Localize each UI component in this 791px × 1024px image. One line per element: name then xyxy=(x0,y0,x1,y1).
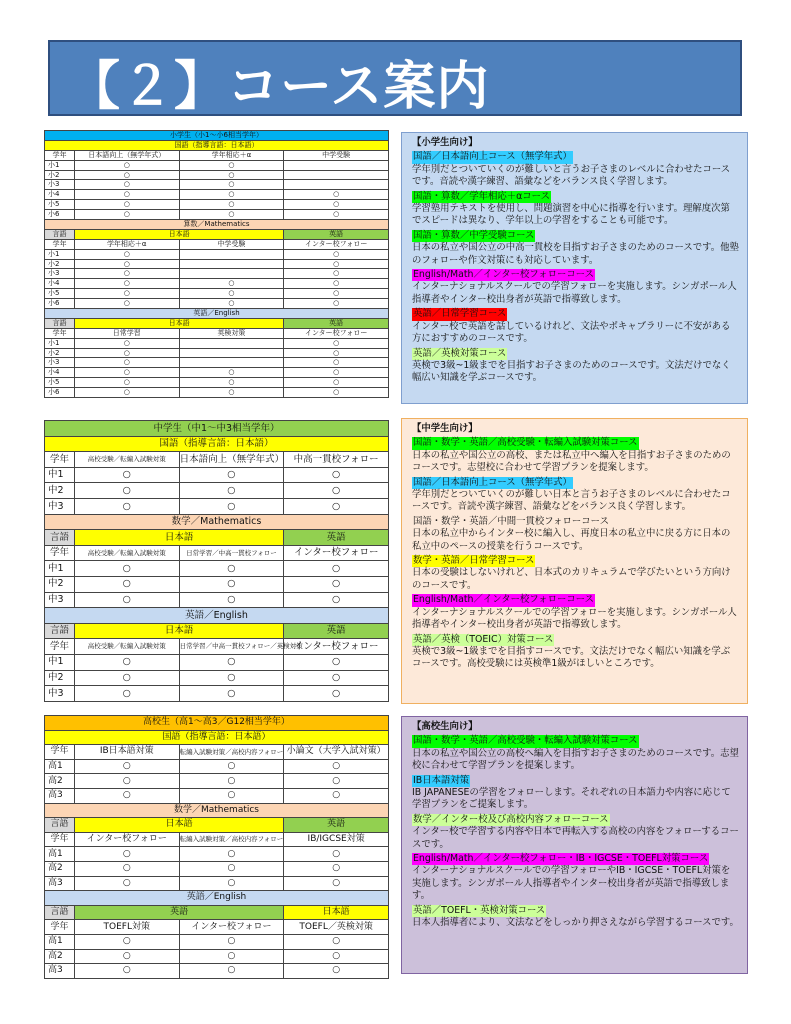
panel-heading: 【中学生向け】 xyxy=(412,423,478,434)
grade-cell: 小4 xyxy=(45,190,75,200)
middle-course-panel xyxy=(401,418,748,704)
course-description: 日本の私立や国公立の中高一貫校を目指すお子さまのためのコースです。他塾のフォローや作文対策にも対応しています。 xyxy=(412,242,739,266)
available-mark xyxy=(74,210,179,220)
course-column-header: 学年相応＋α xyxy=(74,239,179,249)
course-column-header: 日常学習／中高一貫校フォロー xyxy=(179,545,284,561)
language-left: 日本語 xyxy=(74,623,283,639)
course-description: 日本の私立中からインター校に編入し、再度日本の私立中に戻る方に日本の私立中のペースの授業を行うコースです。 xyxy=(412,528,731,552)
course-description: 日本の私立や国公立の高校へ編入を目指すお子さまのためのコースです。志望校に合わせて学習プランを提案します。 xyxy=(412,747,739,772)
available-mark xyxy=(74,200,179,210)
course-column-header: TOEFL／英検対策 xyxy=(284,920,389,935)
available-mark xyxy=(284,338,389,348)
grade-cell: 中3 xyxy=(45,592,75,608)
language-right: 英語 xyxy=(284,229,389,239)
available-mark xyxy=(74,160,179,170)
available-mark xyxy=(284,368,389,378)
course-column-header: IB日本語対策 xyxy=(74,745,179,760)
available-mark xyxy=(284,934,389,949)
grade-cell: 高1 xyxy=(45,759,75,774)
grade-cell: 小6 xyxy=(45,388,75,398)
course-description: 英検で3級~1級までを目指すコースです。文法だけでなく幅広い知識を学ぶコースです。高校受験には英検準1級がほしいところです。 xyxy=(412,645,731,670)
table-title: 高校生（高1～高3／G12相当学年） xyxy=(45,716,389,731)
grade-cell: 小4 xyxy=(45,279,75,289)
available-mark xyxy=(179,368,284,378)
elementary-course-panel xyxy=(401,132,748,404)
available-mark xyxy=(74,592,179,608)
course-name: 数学／インター校及び高校内容フォローコース xyxy=(413,813,609,825)
available-mark xyxy=(179,299,284,309)
available-mark xyxy=(179,949,284,964)
course-description: インター校で英語を話しているけれど、文法やボキャブラリーに不安がある方におすすめのコースです。 xyxy=(412,320,731,345)
available-mark xyxy=(74,774,179,789)
course-description: 学習塾用テキストを使用し、問題演習を中心に指導を行います。理解度次第でスピードは異なり、学年以上の学習をすることも可能です。 xyxy=(412,203,730,227)
available-mark xyxy=(284,289,389,299)
course-name: 英語／TOEFL・英検対策コース xyxy=(413,904,546,916)
table-row xyxy=(45,378,389,388)
empty-cell xyxy=(284,170,389,180)
available-mark xyxy=(284,467,389,483)
available-mark xyxy=(284,654,389,670)
empty-cell xyxy=(284,160,389,170)
course-name: English/Math／インター校フォローコース xyxy=(413,269,595,281)
available-mark xyxy=(74,759,179,774)
course-column-header: 高校受験／転編入試験対策 xyxy=(74,639,179,655)
available-mark xyxy=(74,358,179,368)
available-mark xyxy=(284,210,389,220)
available-mark xyxy=(284,299,389,309)
empty-cell xyxy=(179,358,284,368)
available-mark xyxy=(179,210,284,220)
course-description: 英検で3級~1級までを目指すお子さまのためのコースです。文法だけでなく幅広い知識を学ぶコースです。 xyxy=(412,359,731,384)
course-column-header: 高校受験／転編入試験対策 xyxy=(74,452,179,468)
table-row xyxy=(45,338,389,348)
table-row xyxy=(45,170,389,180)
empty-cell xyxy=(179,338,284,348)
available-mark xyxy=(284,861,389,876)
available-mark xyxy=(284,269,389,279)
available-mark xyxy=(179,934,284,949)
available-mark xyxy=(179,483,284,499)
grade-cell: 中2 xyxy=(45,576,75,592)
grade-cell: 高1 xyxy=(45,934,75,949)
course-name: 国語・数学・英語／高校受験・転編入試験対策コース xyxy=(413,735,638,747)
available-mark xyxy=(179,876,284,891)
course-name: 国語／日本語向上コース（無学年式） xyxy=(413,476,572,488)
table-row xyxy=(45,949,389,964)
table-row xyxy=(45,498,389,514)
available-mark xyxy=(74,576,179,592)
available-mark xyxy=(284,847,389,862)
grade-cell: 中3 xyxy=(45,686,75,702)
available-mark xyxy=(284,774,389,789)
table-row xyxy=(45,934,389,949)
table-row xyxy=(45,861,389,876)
high-course-panel xyxy=(401,716,748,974)
available-mark xyxy=(284,964,389,979)
grade-cell: 中2 xyxy=(45,670,75,686)
available-mark xyxy=(179,861,284,876)
language-left: 日本語 xyxy=(74,318,283,328)
empty-cell xyxy=(284,180,389,190)
table-row xyxy=(45,876,389,891)
subject-header: 算数／Mathematics xyxy=(45,220,389,230)
table-row xyxy=(45,210,389,220)
available-mark xyxy=(179,467,284,483)
subject-header: 数学／Mathematics xyxy=(45,514,389,530)
available-mark xyxy=(179,378,284,388)
available-mark xyxy=(284,576,389,592)
course-column-header: インター校フォロー xyxy=(284,545,389,561)
available-mark xyxy=(74,949,179,964)
grade-cell: 小5 xyxy=(45,378,75,388)
language-label: 言語 xyxy=(45,530,75,546)
available-mark xyxy=(284,949,389,964)
course-name: 英語／英検対策コース xyxy=(413,347,507,359)
course-column-header: 日本語向上（無学年式） xyxy=(179,452,284,468)
course-column-header: 英検対策 xyxy=(179,328,284,338)
available-mark xyxy=(74,934,179,949)
table-row xyxy=(45,686,389,702)
grade-label: 学年 xyxy=(45,745,75,760)
course-column-header: 学年相応＋α xyxy=(179,150,284,160)
title-banner xyxy=(48,40,742,116)
language-left: 日本語 xyxy=(74,530,283,546)
table-row xyxy=(45,368,389,378)
table-row xyxy=(45,561,389,577)
course-name: 国語・算数／中学受験コース xyxy=(413,229,535,241)
available-mark xyxy=(179,774,284,789)
grade-cell: 中3 xyxy=(45,498,75,514)
available-mark xyxy=(74,964,179,979)
subject-header: 英語／English xyxy=(45,891,389,906)
course-description: 日本人指導者により、文法などをしっかり押さえながら学習するコースです。 xyxy=(412,917,739,929)
table-row xyxy=(45,670,389,686)
available-mark xyxy=(284,249,389,259)
grade-cell: 小6 xyxy=(45,210,75,220)
available-mark xyxy=(284,259,389,269)
course-column-header: 小論文（大学入試対策） xyxy=(284,745,389,760)
available-mark xyxy=(74,686,179,702)
available-mark xyxy=(179,561,284,577)
grade-cell: 小2 xyxy=(45,348,75,358)
grade-cell: 小3 xyxy=(45,180,75,190)
available-mark xyxy=(74,190,179,200)
course-description: インターナショナルスクールでの学習フォローやIB・IGCSE・TOEFL対策を実施します。シンガポール人指導者やインター校出身者が英語で指導致します。 xyxy=(412,865,731,902)
available-mark xyxy=(179,279,284,289)
available-mark xyxy=(284,788,389,803)
available-mark xyxy=(74,847,179,862)
available-mark xyxy=(284,686,389,702)
table-row xyxy=(45,269,389,279)
course-column-header: インター校フォロー xyxy=(284,239,389,249)
page-title: 【２】コース案内 xyxy=(68,57,490,117)
available-mark xyxy=(74,378,179,388)
course-column-header: インター校フォロー xyxy=(74,832,179,847)
available-mark xyxy=(284,561,389,577)
course-column-header: 日常学習 xyxy=(74,328,179,338)
course-description: インターナショナルスクールでの学習フォローを実施します。シンガポール人指導者やインター校出身者が英語で指導致します。 xyxy=(412,606,737,631)
language-left: 英語 xyxy=(74,905,283,920)
empty-cell xyxy=(179,259,284,269)
available-mark xyxy=(74,289,179,299)
course-description: インターナショナルスクールでの学習フォローを実施します。シンガポール人指導者やインター校出身者が英語で指導致します。 xyxy=(412,281,737,305)
course-description: 日本の受験はしないけれど、日本式のカリキュラムで学びたいという方向けのコースです。 xyxy=(412,567,731,591)
subject-header: 国語（指導言語：日本語） xyxy=(45,436,389,452)
language-label: 言語 xyxy=(45,623,75,639)
grade-cell: 中1 xyxy=(45,654,75,670)
grade-cell: 小1 xyxy=(45,249,75,259)
available-mark xyxy=(179,654,284,670)
table-row xyxy=(45,847,389,862)
language-label: 言語 xyxy=(45,318,75,328)
available-mark xyxy=(284,190,389,200)
elementary-course-table xyxy=(44,130,389,398)
grade-cell: 小4 xyxy=(45,368,75,378)
table-row xyxy=(45,348,389,358)
available-mark xyxy=(74,861,179,876)
available-mark xyxy=(284,670,389,686)
subject-header: 数学／Mathematics xyxy=(45,803,389,818)
language-right: 英語 xyxy=(284,818,389,833)
grade-label: 学年 xyxy=(45,150,75,160)
available-mark xyxy=(284,348,389,358)
table-row xyxy=(45,576,389,592)
available-mark xyxy=(284,358,389,368)
course-column-header: 中学受験 xyxy=(179,239,284,249)
grade-label: 学年 xyxy=(45,832,75,847)
table-row xyxy=(45,249,389,259)
course-name: 国語・算数／学年相応＋αコース xyxy=(413,190,550,202)
subject-header: 国語（指導言語：日本語） xyxy=(45,140,389,150)
course-description: 学年別だとついていくのが難しいと言うお子さまのレベルに合わせたコースです。音読や漢字練習、語彙などをバランス良く学習します。 xyxy=(412,163,731,188)
table-row xyxy=(45,388,389,398)
grade-cell: 高3 xyxy=(45,964,75,979)
available-mark xyxy=(74,170,179,180)
course-column-header: 日本語向上（無学年式） xyxy=(74,150,179,160)
available-mark xyxy=(74,259,179,269)
course-column-header: インター校フォロー xyxy=(284,328,389,338)
available-mark xyxy=(74,368,179,378)
panel-heading: 【高校生向け】 xyxy=(412,721,478,732)
language-label: 言語 xyxy=(45,229,75,239)
course-column-header: 転編入試験対策／高校内容フォロー xyxy=(179,832,284,847)
grade-label: 学年 xyxy=(45,639,75,655)
course-column-header: IB/IGCSE対策 xyxy=(284,832,389,847)
table-title: 中学生（中1～中3相当学年） xyxy=(45,421,389,437)
table-row xyxy=(45,467,389,483)
available-mark xyxy=(179,788,284,803)
grade-cell: 小2 xyxy=(45,259,75,269)
available-mark xyxy=(179,576,284,592)
available-mark xyxy=(284,388,389,398)
course-description: IB JAPANESEの学習をフォローします。それぞれの日本語力や内容に応じて学習プランをご提案します。 xyxy=(412,787,731,811)
panel-heading: 【小学生向け】 xyxy=(412,137,478,148)
course-name: 数学・英語／日常学習コース xyxy=(413,555,535,567)
table-row xyxy=(45,358,389,368)
table-row xyxy=(45,299,389,309)
grade-cell: 高3 xyxy=(45,876,75,891)
course-column-header: 中学受験 xyxy=(284,150,389,160)
grade-label: 学年 xyxy=(45,239,75,249)
grade-label: 学年 xyxy=(45,920,75,935)
grade-cell: 高1 xyxy=(45,847,75,862)
course-column-header: 中高一貫校フォロー xyxy=(284,452,389,468)
table-row xyxy=(45,774,389,789)
table-row xyxy=(45,759,389,774)
available-mark xyxy=(179,686,284,702)
available-mark xyxy=(74,788,179,803)
grade-cell: 中2 xyxy=(45,483,75,499)
empty-cell xyxy=(179,348,284,358)
language-label: 言語 xyxy=(45,905,75,920)
course-column-header: 高校受験／転編入試験対策 xyxy=(74,545,179,561)
available-mark xyxy=(284,483,389,499)
available-mark xyxy=(284,759,389,774)
table-row xyxy=(45,279,389,289)
table-row xyxy=(45,160,389,170)
grade-cell: 高3 xyxy=(45,788,75,803)
available-mark xyxy=(74,249,179,259)
available-mark xyxy=(74,279,179,289)
grade-cell: 高2 xyxy=(45,774,75,789)
table-row xyxy=(45,788,389,803)
course-name: English/Math／インター校フォローコース xyxy=(413,594,595,606)
grade-cell: 中1 xyxy=(45,561,75,577)
available-mark xyxy=(74,388,179,398)
available-mark xyxy=(74,876,179,891)
available-mark xyxy=(179,180,284,190)
high-course-table xyxy=(44,715,389,979)
empty-cell xyxy=(179,269,284,279)
available-mark xyxy=(284,592,389,608)
course-name: 国語・数学・英語／高校受験・転編入試験対策コース xyxy=(413,437,638,449)
available-mark xyxy=(74,338,179,348)
course-column-header: TOEFL対策 xyxy=(74,920,179,935)
available-mark xyxy=(74,483,179,499)
course-description: インター校で学習する内容や日本で再転入する高校の内容をフォローするコースです。 xyxy=(412,826,739,850)
grade-label: 学年 xyxy=(45,545,75,561)
grade-cell: 小6 xyxy=(45,299,75,309)
grade-cell: 高2 xyxy=(45,949,75,964)
grade-cell: 小2 xyxy=(45,170,75,180)
available-mark xyxy=(284,876,389,891)
grade-cell: 小3 xyxy=(45,269,75,279)
available-mark xyxy=(179,289,284,299)
course-description: 学年別だとついていくのが難しい日本と言うお子さまのレベルに合わせたコースです。音読や漢字練習、語彙などをバランス良く学習します。 xyxy=(412,489,731,513)
subject-header: 英語／English xyxy=(45,608,389,624)
course-column-header: 転編入試験対策／高校内容フォロー xyxy=(179,745,284,760)
table-row xyxy=(45,964,389,979)
table-title: 小学生（小1～小6相当学年） xyxy=(45,131,389,141)
available-mark xyxy=(74,348,179,358)
language-right: 日本語 xyxy=(284,905,389,920)
grade-cell: 小5 xyxy=(45,289,75,299)
available-mark xyxy=(179,759,284,774)
available-mark xyxy=(74,498,179,514)
grade-label: 学年 xyxy=(45,452,75,468)
course-column-header: 日常学習／中高一貫校フォロー／英検対策 xyxy=(179,639,284,655)
course-name: 国語／日本語向上コース（無学年式） xyxy=(413,151,572,163)
grade-cell: 小1 xyxy=(45,160,75,170)
course-name: 英語／英検（TOEIC）対策コース xyxy=(413,633,554,645)
grade-cell: 小3 xyxy=(45,358,75,368)
available-mark xyxy=(179,670,284,686)
available-mark xyxy=(74,467,179,483)
language-right: 英語 xyxy=(284,623,389,639)
grade-cell: 小5 xyxy=(45,200,75,210)
available-mark xyxy=(284,498,389,514)
grade-label: 学年 xyxy=(45,328,75,338)
available-mark xyxy=(284,279,389,289)
table-row xyxy=(45,190,389,200)
available-mark xyxy=(74,269,179,279)
available-mark xyxy=(179,498,284,514)
empty-cell xyxy=(179,249,284,259)
table-row xyxy=(45,180,389,190)
available-mark xyxy=(74,299,179,309)
grade-cell: 高2 xyxy=(45,861,75,876)
available-mark xyxy=(179,388,284,398)
course-name: 英語／日常学習コース xyxy=(413,308,507,320)
language-left: 日本語 xyxy=(74,229,283,239)
grade-cell: 小1 xyxy=(45,338,75,348)
course-name: English/Math／インター校フォロー・IB・IGCSE・TOEFL対策コース xyxy=(413,853,709,865)
available-mark xyxy=(179,190,284,200)
grade-cell: 中1 xyxy=(45,467,75,483)
available-mark xyxy=(179,170,284,180)
available-mark xyxy=(179,847,284,862)
middle-course-table xyxy=(44,420,389,702)
language-right: 英語 xyxy=(284,530,389,546)
table-row xyxy=(45,592,389,608)
course-description: 日本の私立や国公立の高校、または私立中へ編入を目指すお子さまのためのコースです。志望校に合わせて学習プランを提案します。 xyxy=(412,449,731,474)
subject-header: 国語（指導言語：日本語） xyxy=(45,730,389,745)
course-name: 国語・数学・英語／中間一貫校フォローコース xyxy=(413,515,609,527)
available-mark xyxy=(284,200,389,210)
course-name: IB日本語対策 xyxy=(413,774,470,786)
table-row xyxy=(45,289,389,299)
available-mark xyxy=(74,654,179,670)
available-mark xyxy=(179,200,284,210)
available-mark xyxy=(179,964,284,979)
language-left: 日本語 xyxy=(74,818,283,833)
available-mark xyxy=(74,670,179,686)
language-right: 英語 xyxy=(284,318,389,328)
table-row xyxy=(45,483,389,499)
available-mark xyxy=(179,160,284,170)
available-mark xyxy=(179,592,284,608)
course-column-header: インター校フォロー xyxy=(284,639,389,655)
available-mark xyxy=(74,180,179,190)
language-label: 言語 xyxy=(45,818,75,833)
table-row xyxy=(45,654,389,670)
available-mark xyxy=(74,561,179,577)
table-row xyxy=(45,259,389,269)
table-row xyxy=(45,200,389,210)
course-column-header: インター校フォロー xyxy=(179,920,284,935)
available-mark xyxy=(284,378,389,388)
subject-header: 英語／English xyxy=(45,309,389,319)
